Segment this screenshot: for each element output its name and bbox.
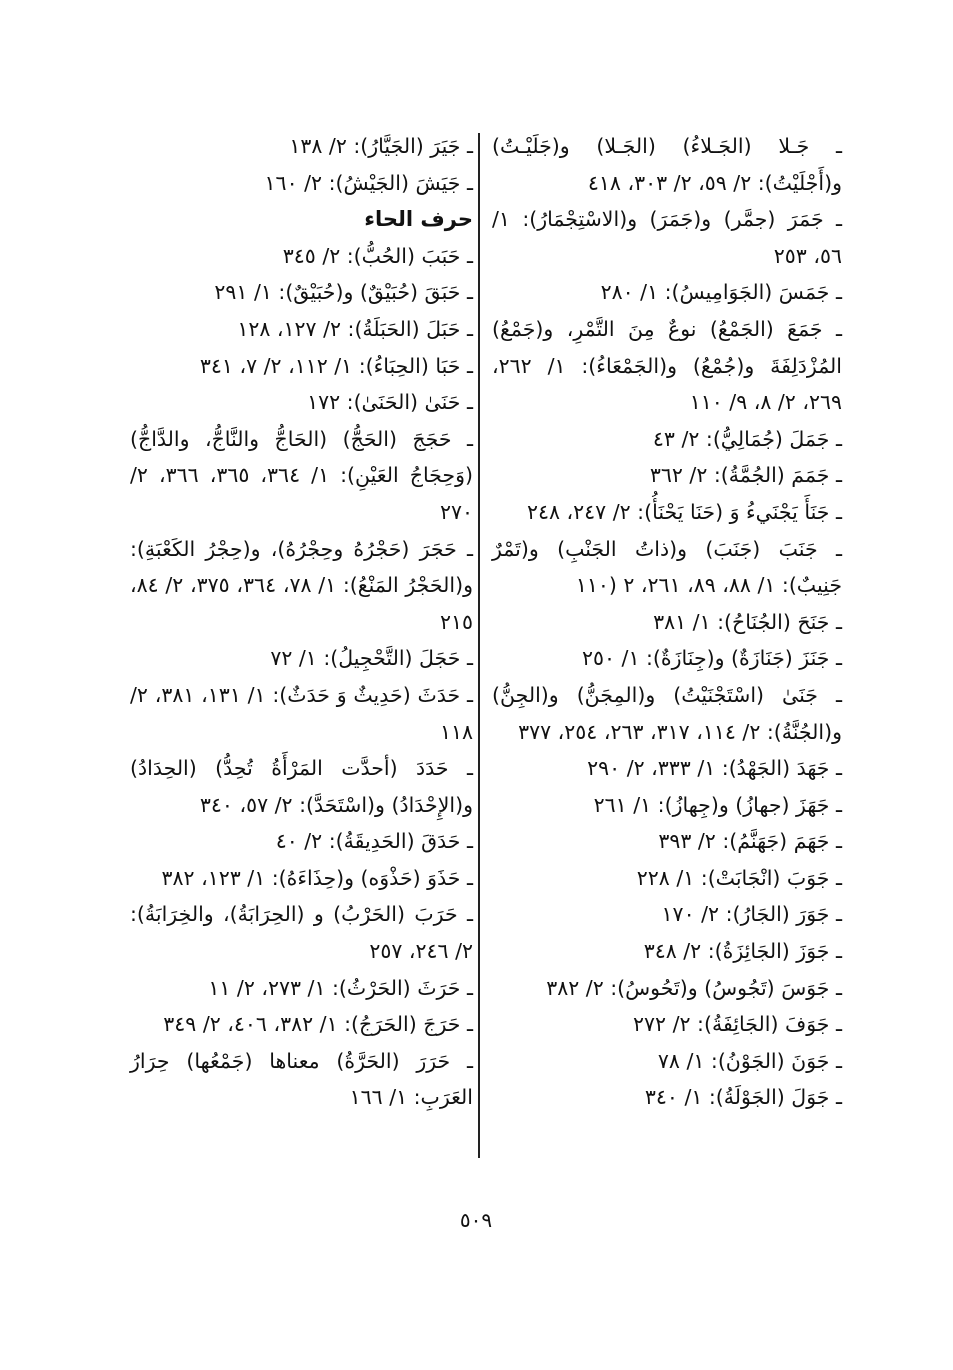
index-entry: ـ حَذَوَ (حَذْوَه) و(حِذَاءَهُ): ١/ ١٢٣، ٣٨٢ xyxy=(161,865,473,890)
index-entry: ـ حَبَبَ (الحُبُّ): ٢/ ٣٤٥ xyxy=(282,243,473,268)
index-entry: ـ جَوَرَ (الجَارُ): ٢/ ١٧٠ xyxy=(661,902,842,927)
left-column xyxy=(130,128,473,1116)
index-entry: ـ جَهَمَ (جَهَنَّمُ): ٢/ ٣٩٣ xyxy=(658,829,842,854)
index-entry: ـ حَدَقَ (الحَدِيقَةُ): ٢/ ٤٠ xyxy=(275,829,473,854)
page-number: ٥٠٩ xyxy=(459,1208,493,1232)
index-entry: ـ جَوَفَ (الجَائِفَةُ): ٢/ ٢٧٢ xyxy=(633,1012,842,1037)
right-column xyxy=(492,128,842,1116)
index-entry: ـ جَوَنَ (الجَوْنُ): ١/ ٧٨ xyxy=(657,1048,842,1073)
index-entry: ـ جَمَرَ (جمَّر) و(جَمَرَ) و(الاسْتِجْمَارُ): ١/ ٥٦، ٢٥٣ xyxy=(492,207,842,268)
index-entry: ـ حَرَبَ (الحَرْبُ) و (الحِرَابَةُ)، والخِرَابَةُ): ٢/ ٢٤٦، ٢٥٧ xyxy=(130,902,473,964)
index-entry: ـ جَـلا (الجَـلاءُ) (الجَـلا) و(جَلَيْـتُ) و(أَجْلَيْتُ): ٢/ ٥٩، ٢/ ٣٠٣، ٤١٨ xyxy=(492,134,842,195)
index-entry: ـ جَوَسَ (تَجُوسُ) و(تَحُوسُ): ٢/ ٣٨٢ xyxy=(546,975,842,1000)
index-entry: ـ جَمَلَ (جُمَالِيُّ): ٢/ ٤٣ xyxy=(652,426,842,451)
index-entry: ـ جَنَىٰ (اسْتَجْنَيْتُ) و(المِجَنُّ) و(الجِنُّ) و(الجُنَّةُ): ٢/ ١١٤، ٣١٧، ٢٦٣، ٢٥٤، ٣٧٧ xyxy=(492,682,842,744)
index-entry: ـ حَجَلَ (التَّحْجِيلُ): ١/ ٧٢ xyxy=(270,646,473,671)
index-entry: ـ حَرَثَ (الحَرْثُ): ١/ ٢٧٣، ٢/ ١١ xyxy=(208,975,473,1000)
index-entry: ـ حَجَجَ (الحَجُّ) (الحَاجُّ والنَّاجُّ، والدَّاجُّ) (وَحِجَاجُ العَيْنِ): ١/ ٣٦٤، ٣٦٥، ٣٦٦، ٢/ ٢٧٠ xyxy=(130,426,473,524)
index-entry: ـ جَمَعَ (الجَمْعُ) نوعٌ مِنَ التَّمْرِ، و(جَمْعُ) المُزْدَلِفَةَ و(جُمْعُ) و(الجَمْعَاءُ): ١/ ٢٦٢، ٢٦٩، ٢/ ٨، ٩/ ١١٠ xyxy=(492,316,842,415)
index-entry: ـ حَجَرَ (حَجْرُهُ وحِجْرُهُ)، و(حِجْرُ الكَعْبَةِ): و(الحَجْرُ المَنْعُ): ١/ ٧٨، ٣٦٤، ٣٧٥، ٢/ ٨٤، ٢١٥ xyxy=(130,536,473,634)
index-entry: ـ حَدَدَ (أحدَّت المَرْأَةُ تُحِدُّ) (الحِدَادُ) و(الإِحْدَادُ) و(اسْتَحَدَّ): ٢/ ٥٧، ٣٤٠ xyxy=(130,756,473,817)
index-entry: ـ جَنَأَ يَجْنَيءُ وَ (حَنَا يَحْنَأُ): ٢/ ٢٤٧، ٢٤٨ xyxy=(526,499,842,524)
index-entry: ـ حَبَقَ (حُبَيْقٌ) و(حُبَيْقٌ): ١/ ٢٩١ xyxy=(214,280,473,305)
index-entry: ـ جَوَزَ (الجَائِزَةُ): ٢/ ٣٤٨ xyxy=(643,939,842,964)
index-entry: ـ جَنَزَ (جَنَازَةٌ) و(جِنَازَةٌ): ١/ ٢٥٠ xyxy=(581,646,842,671)
index-entry: ـ جَمَمَ (الجُمَّةُ): ٢/ ٣٦٢ xyxy=(649,463,842,488)
index-entry: ـ جَمَسَ (الجَوَامِيسُ): ١/ ٢٨٠ xyxy=(600,280,842,305)
index-entry: ـ جَهَدَ (الجَهْدُ): ١/ ٣٣٣، ٢/ ٢٩٠ xyxy=(587,756,842,781)
index-entry: ـ جَنَحَ (الجُنَاحُ): ١/ ٣٨١ xyxy=(653,609,842,634)
index-entry: ـ حَنَىٰ (الحَنَىٰ): ١٧٢ xyxy=(307,390,473,415)
index-entry: ـ حَرَرَ (الحَرَّةُ) معناها (جَمْعُها) حِرَارُ العَرَبِ: ١/ ١٦٦ xyxy=(130,1048,473,1110)
index-entry: ـ جَيَرَ (الجَيَّارُ): ٢/ ١٣٨ xyxy=(289,134,473,158)
column-divider xyxy=(478,133,480,1158)
index-entry: ـ جَوَبَ (انْجَابَتْ): ١/ ٢٢٨ xyxy=(636,865,842,890)
index-entry: ـ حَدَثَ (حَدِيثٌ وَ حَدَثٌ): ١/ ١٣١، ٣٨١، ٢/ ١١٨ xyxy=(130,682,473,744)
index-entry: ـ حَرَجَ (الحَرَجُ): ١/ ٣٨٢، ٤٠٦، ٢/ ٣٤٩ xyxy=(163,1012,473,1037)
section-heading: حرف الحاء xyxy=(364,207,473,232)
index-entry: ـ حَبَلَ (الحَبَلَةُ): ٢/ ١٢٧، ١٢٨ xyxy=(237,316,473,341)
index-entry: ـ جَوَلَ (الجَوْلَةُ): ١/ ٣٤٠ xyxy=(644,1085,842,1110)
index-entry: ـ جَيَشَ (الجَيْشُ): ٢/ ١٦٠ xyxy=(264,170,473,195)
index-entry: ـ حَبَا (الحِبَاءُ): ١/ ١١٢، ٢/ ٧، ٣٤١ xyxy=(199,353,473,378)
index-entry: ـ جَهَزَ (جهازُ) و(جِهازُ): ١/ ٢٦١ xyxy=(593,792,842,817)
index-entry: ـ جَنَبَ (جَنَبَ) و(ذاتُ الجَنْبِ) و(تَمْرٌ جَنِيبٌ): ١/ ٨٨، ٨٩، ٢٦١، ٢ (١١٠ xyxy=(492,536,842,598)
